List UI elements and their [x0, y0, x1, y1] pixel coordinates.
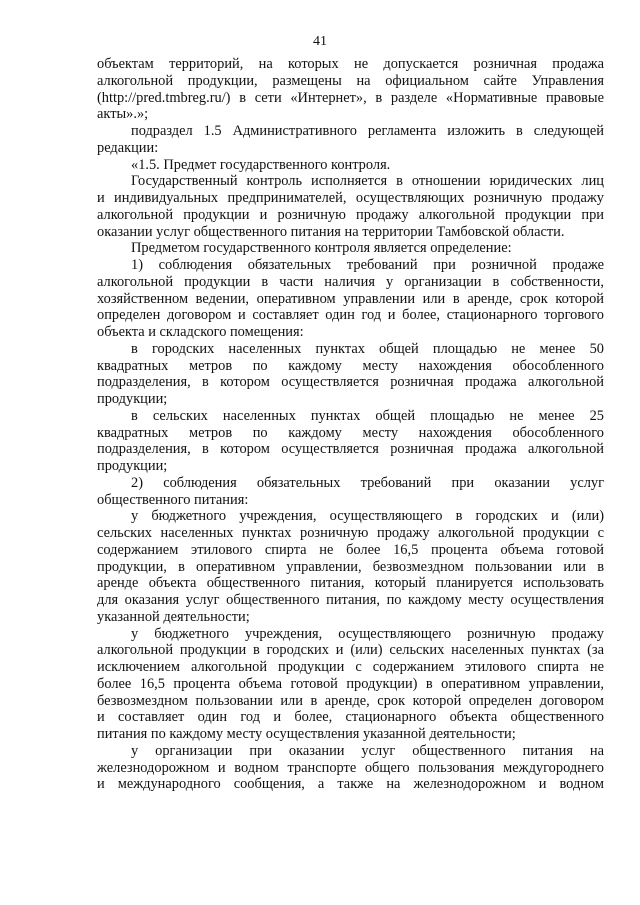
- text-line: алкогольной продукции в части наличия у организации в собственности,: [97, 273, 604, 290]
- text-line: для оказания услуг общественного питания, по каждому месту осуществления: [97, 592, 604, 608]
- text-line: в сельских населенных пунктах общей площадью не менее 25: [131, 407, 604, 424]
- text-line: у бюджетного учреждения, осуществляющего розничную продажу: [131, 625, 604, 642]
- text-line: Предметом государственного контроля является определение:: [131, 240, 512, 257]
- text-line: алкогольной продукции, размещены на официальном сайте Управления: [97, 72, 604, 89]
- text-line: железнодорожном и водном транспорте общего пользования междугороднего: [97, 759, 604, 776]
- text-line: квадратных метров по каждому месту нахождения обособленного: [97, 357, 604, 374]
- text-line: алкогольной продукции в городских и (или) сельских населенных пунктах (за: [97, 642, 604, 659]
- text-line: редакции:: [97, 139, 159, 156]
- text-line: исключением алкогольной продукции с содержанием этилового спирта не: [97, 659, 604, 675]
- text-line: квадратных метров по каждому месту нахождения обособленного: [97, 424, 604, 441]
- text-line: и составляет один год и более, стационарного объекта общественного: [97, 709, 604, 726]
- text-line: аренде объекта общественного питания, который планируется использовать: [97, 575, 604, 592]
- text-line: объектам территорий, на которых не допускается розничная продажа: [97, 56, 604, 72]
- text-line: акты».»;: [97, 106, 149, 123]
- text-line: «1.5. Предмет государственного контроля.: [131, 156, 391, 173]
- text-line: в городских населенных пунктах общей площадью не менее 50: [131, 340, 604, 357]
- text-line: определен договором и составляет один год и более, стационарного торгового: [97, 307, 604, 324]
- text-line: подразделения, в котором осуществляется розничная продажа алкогольной: [97, 374, 604, 391]
- text-line: подраздел 1.5 Административного регламента изложить в следующей: [131, 123, 604, 139]
- text-line: 1) соблюдения обязательных требований при розничной продаже: [131, 257, 604, 273]
- text-line: сельских населенных пунктах розничную продажу алкогольной продукции с: [97, 525, 604, 541]
- text-line: продукции, в оперативном управлении, безвозмездном пользовании или в: [97, 558, 604, 575]
- text-line: и международного сообщения, а также на железнодорожном и водном: [97, 776, 604, 793]
- text-line: оказании услуг общественного питания на территории Тамбовской области.: [97, 223, 565, 240]
- text-line: у организации при оказании услуг общественного питания на: [131, 742, 604, 759]
- text-line: продукции;: [97, 458, 168, 474]
- text-line: питания по каждому месту осуществления указанной деятельности;: [97, 726, 516, 742]
- text-line: продукции;: [97, 391, 168, 407]
- text-line: (http://pred.tmbreg.ru/) в сети «Интернет», в разделе «Нормативные правовые: [97, 89, 604, 106]
- text-line: и индивидуальных предпринимателей, осуществляющих розничную продажу: [97, 190, 604, 206]
- text-line: общественного питания:: [97, 491, 249, 508]
- text-line: Государственный контроль исполняется в отношении юридических лиц: [131, 173, 604, 190]
- text-line: хозяйственном ведении, оперативном управлении или в аренде, срок которой: [97, 290, 604, 307]
- text-line: объекта и складского помещения:: [97, 324, 304, 340]
- text-line: у бюджетного учреждения, осуществляющего в городских и (или): [131, 508, 604, 525]
- body-text: [97, 56, 604, 793]
- page-number: 41: [313, 34, 327, 49]
- text-line: 2) соблюдения обязательных требований при оказании услуг: [131, 474, 604, 491]
- text-line: подразделения, в котором осуществляется розничная продажа алкогольной: [97, 441, 604, 458]
- text-line: содержанием этилового спирта не более 16,5 процента объема готовой: [97, 541, 604, 558]
- text-line: указанной деятельности;: [97, 608, 250, 625]
- text-line: алкогольной продукции и розничную продажу алкогольной продукции при: [97, 206, 604, 223]
- text-line: безвозмездном пользовании или в аренде, срок которой определен договором: [97, 692, 604, 709]
- text-line: более 16,5 процента объема готовой продукции) в оперативном управлении,: [97, 675, 604, 692]
